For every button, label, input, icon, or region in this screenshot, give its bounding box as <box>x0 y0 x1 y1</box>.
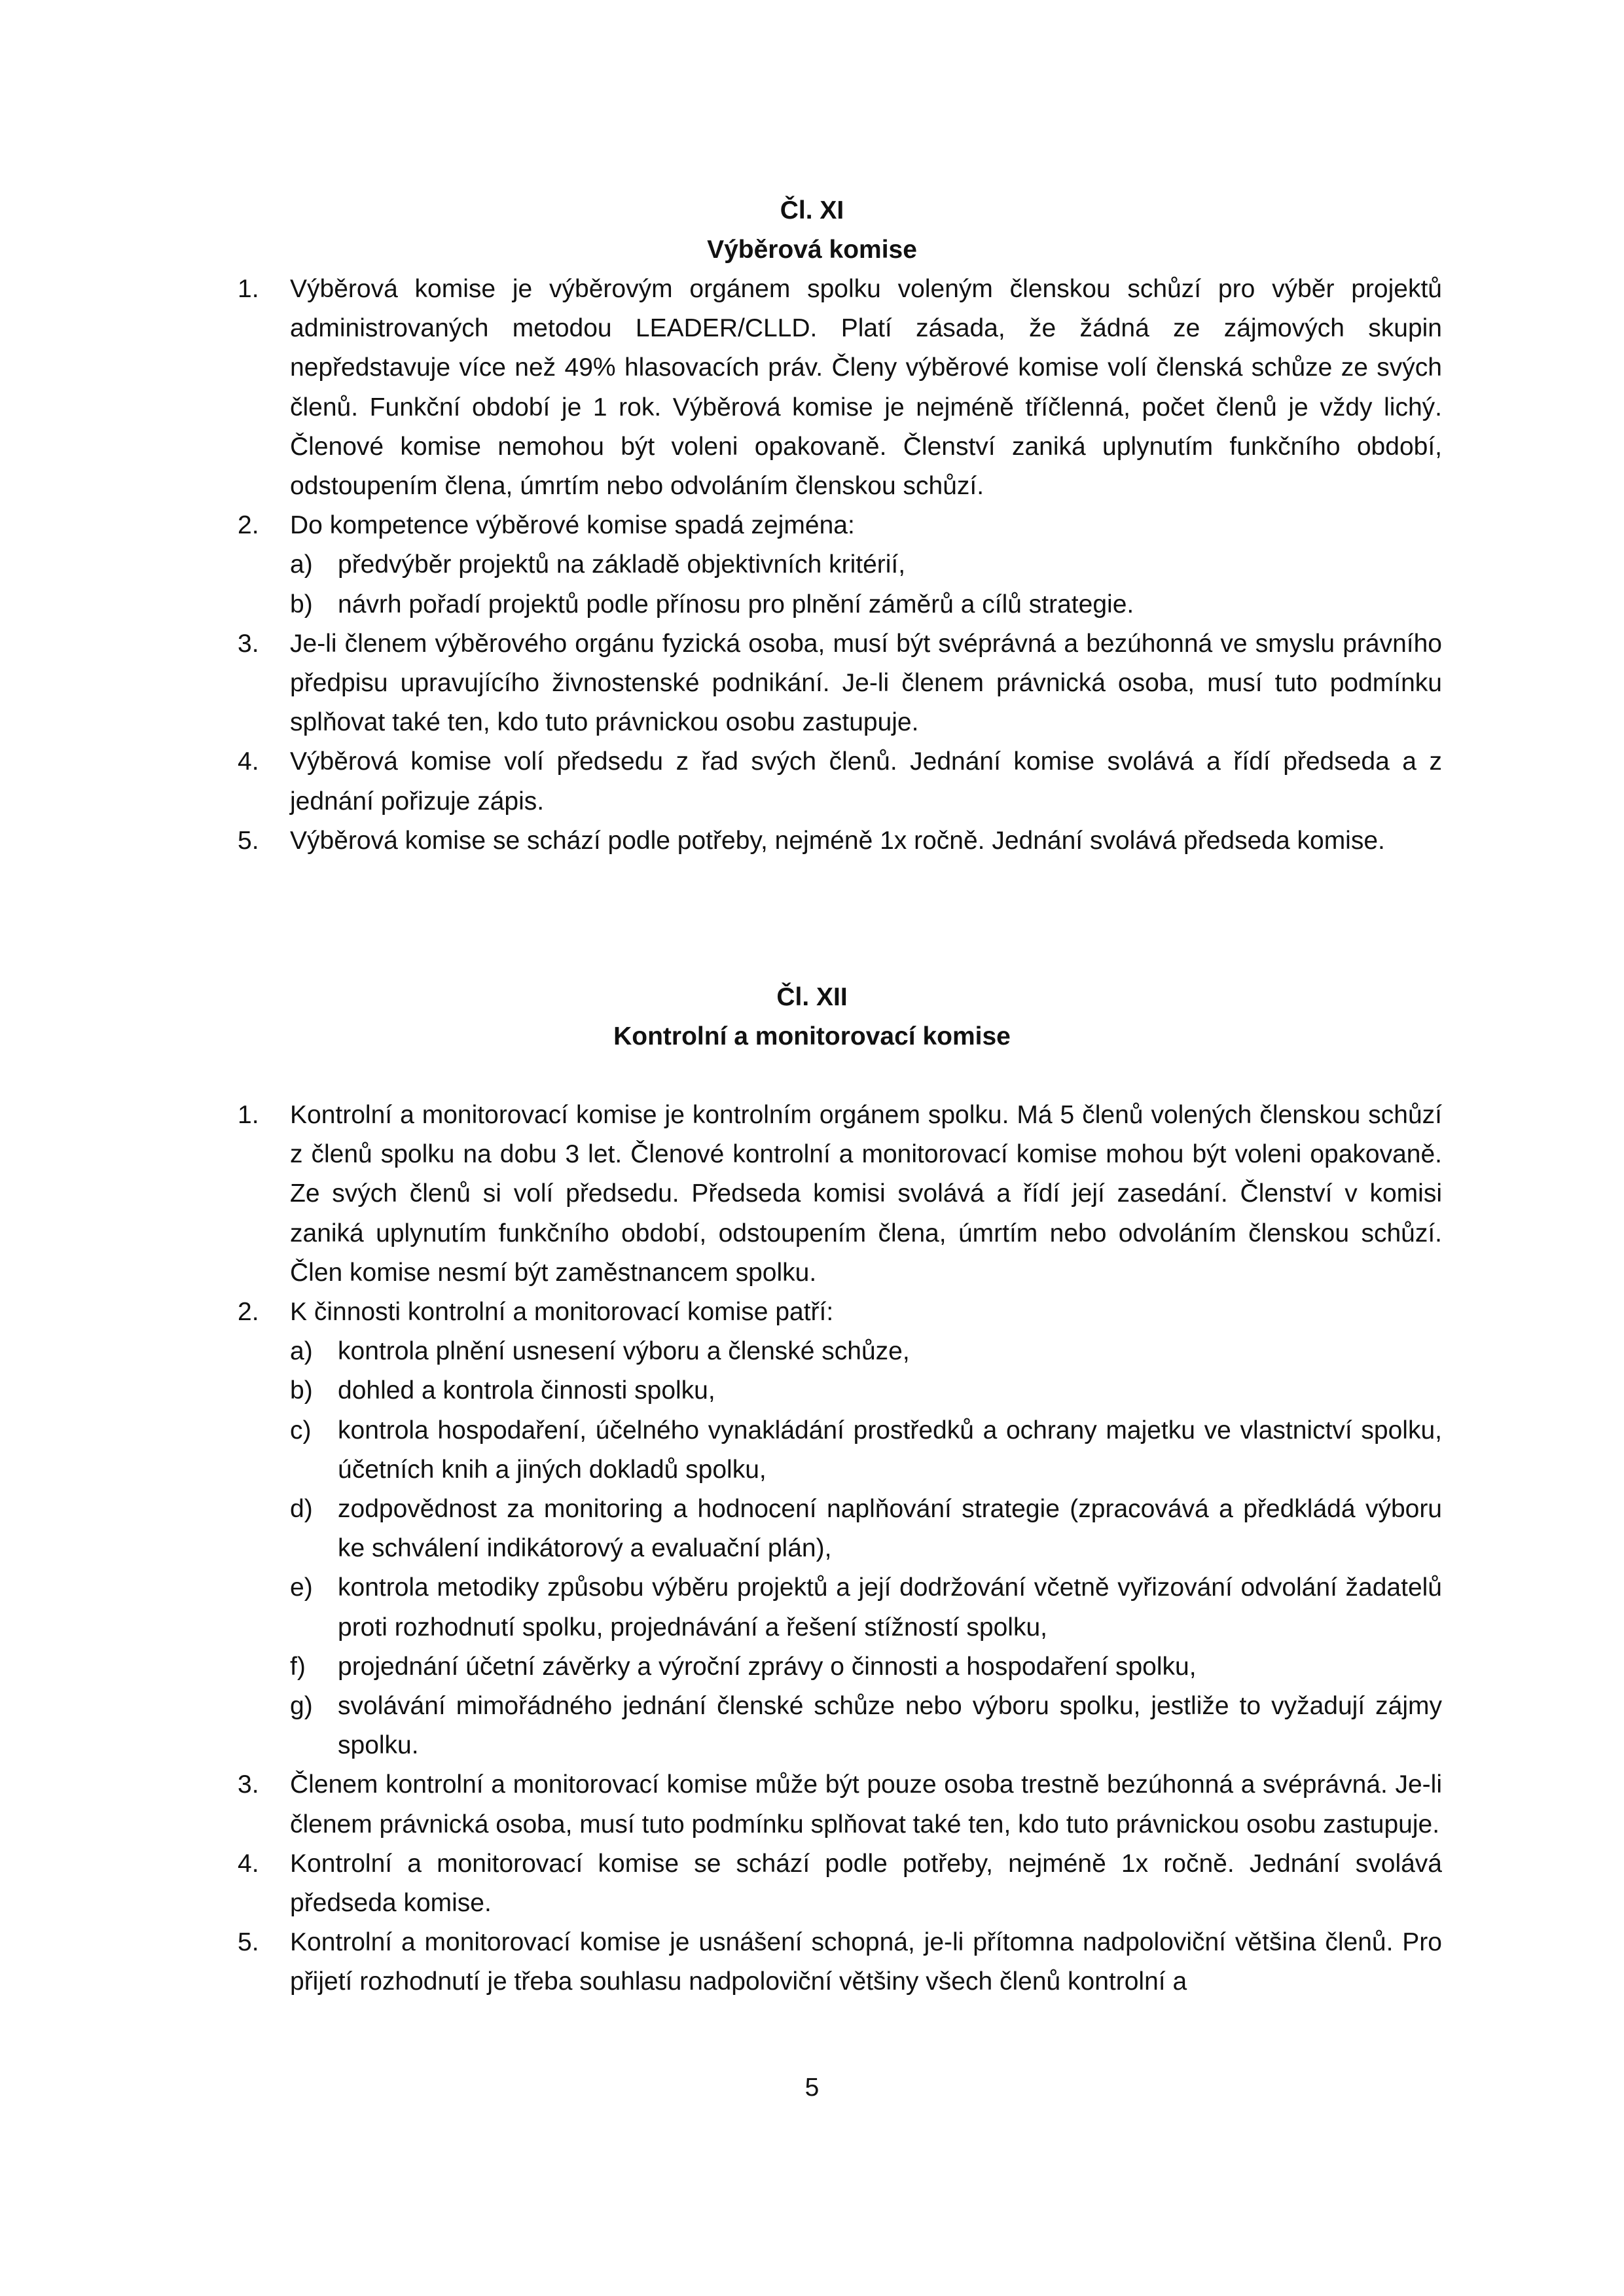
sub-item-text: předvýběr projektů na základě objektivních kritérií, <box>338 550 906 579</box>
item-text: Kontrolní a monitorovací komise je kontrolním orgánem spolku. Má 5 členů volených členskou schůzí z členů spolku na dobu 3 let. Členové kontrolní a monitorovací komise mohou být voleni opakovaně. Ze svých členů si volí předsedu. Předseda komisi svolává a řídí její zasedání. Členství v komisi zaniká uplynutím funkčního období, odstoupením člena, úmrtím nebo odvoláním členskou schůzí. Člen komise nesmí být zaměstnancem spolku. <box>290 1101 1442 1287</box>
page-number: 5 <box>804 2073 820 2102</box>
sub-item-letter: e) <box>290 1573 313 1602</box>
item-text: Výběrová komise se schází podle potřeby, nejméně 1x ročně. Jednání svolává předseda komise. <box>290 826 1385 855</box>
sub-item-text: zodpovědnost za monitoring a hodnocení naplňování strategie (zpracovává a předkládá výboru ke schválení indikátorový a evaluační plán), <box>338 1495 1442 1563</box>
item-number: 1. <box>238 275 259 303</box>
item-text: Kontrolní a monitorovací komise se schází podle potřeby, nejméně 1x ročně. Jednání svolává předseda komise. <box>290 1849 1442 1918</box>
sub-list-item <box>290 585 1442 624</box>
sub-list-item <box>290 545 1442 584</box>
sub-list <box>290 1332 1442 1765</box>
sub-item-text: kontrola plnění usnesení výboru a členské schůze, <box>338 1337 910 1366</box>
article-12-heading: Čl. XII <box>776 983 848 1011</box>
article-12-list <box>238 1096 1442 2002</box>
item-number: 4. <box>238 1849 259 1878</box>
item-text: Členem kontrolní a monitorovací komise může být pouze osoba trestně bezúhonná a svéprávná. Je-li členem právnická osoba, musí tuto podmínku splňovat také ten, kdo tuto právnickou osobu zastupuje. <box>290 1770 1442 1839</box>
item-number: 2. <box>238 1298 259 1327</box>
list-item <box>238 1844 1442 1923</box>
list-item <box>238 742 1442 821</box>
sub-item-text: svolávání mimořádného jednání členské schůze nebo výboru spolku, jestliže to vyžadují zájmy spolku. <box>338 1692 1442 1760</box>
sub-list-item <box>290 1490 1442 1568</box>
item-text: Výběrová komise volí předsedu z řad svých členů. Jednání komise svolává a řídí předseda a z jednání pořizuje zápis. <box>290 747 1442 816</box>
sub-item-text: kontrola metodiky způsobu výběru projektů a její dodržování včetně vyřizování odvolání žadatelů proti rozhodnutí spolku, projednávání a řešení stížností spolku, <box>338 1573 1442 1641</box>
item-number: 3. <box>238 629 259 658</box>
sub-list <box>290 545 1442 624</box>
item-number: 2. <box>238 511 259 540</box>
sub-item-letter: d) <box>290 1495 313 1524</box>
article-12-title: Kontrolní a monitorovací komise <box>613 1022 1011 1050</box>
item-text: K činnosti kontrolní a monitorovací komise patří: <box>290 1298 834 1327</box>
sub-item-text: návrh pořadí projektů podle přínosu pro plnění záměrů a cílů strategie. <box>338 590 1134 619</box>
article-11-heading: Čl. XI <box>780 196 844 224</box>
sub-item-letter: f) <box>290 1652 306 1681</box>
sub-list-item <box>290 1371 1442 1410</box>
list-item <box>238 506 1442 624</box>
item-number: 5. <box>238 1928 259 1957</box>
item-number: 3. <box>238 1770 259 1799</box>
list-item <box>238 821 1442 861</box>
sub-list-item <box>290 1647 1442 1687</box>
sub-item-text: projednání účetní závěrky a výroční zprávy o činnosti a hospodaření spolku, <box>338 1652 1197 1681</box>
sub-item-letter: b) <box>290 1376 313 1405</box>
article-11-list <box>238 270 1442 861</box>
item-text: Je-li členem výběrového orgánu fyzická osoba, musí být svéprávná a bezúhonná ve smyslu právního předpisu upravujícího živnostenské podnikání. Je-li členem právnická osoba, musí tuto podmínku splňovat také ten, kdo tuto právnickou osobu zastupuje. <box>290 629 1442 737</box>
sub-item-letter: a) <box>290 1337 313 1366</box>
item-text: Kontrolní a monitorovací komise je usnášení schopná, je-li přítomna nadpoloviční většina členů. Pro přijetí rozhodnutí je třeba souhlasu nadpoloviční většiny všech členů kontrolní a <box>290 1928 1442 1996</box>
list-item <box>238 1923 1442 2001</box>
item-text: Do kompetence výběrové komise spadá zejména: <box>290 511 855 540</box>
list-item <box>238 1293 1442 1765</box>
item-text: Výběrová komise je výběrovým orgánem spolku voleným členskou schůzí pro výběr projektů administrovaných metodou LEADER/CLLD. Platí zásada, že žádná ze zájmových skupin nepředstavuje více než 49% hlasovacích práv. Členy výběrové komise volí členská schůze ze svých členů. Funkční období je 1 rok. Výběrová komise je nejméně tříčlenná, počet členů je vždy lichý. Členové komise nemohou být voleni opakovaně. Členství zaniká uplynutím funkčního období, odstoupením člena, úmrtím nebo odvoláním členskou schůzí. <box>290 275 1442 501</box>
sub-item-letter: c) <box>290 1416 312 1444</box>
sub-item-letter: a) <box>290 550 313 579</box>
article-11-title: Výběrová komise <box>707 236 917 264</box>
list-item <box>238 270 1442 506</box>
list-item <box>238 1765 1442 1844</box>
sub-list-item <box>290 1687 1442 1765</box>
list-item <box>238 624 1442 743</box>
item-number: 1. <box>238 1101 259 1129</box>
list-item <box>238 1096 1442 1293</box>
sub-list-item <box>290 1332 1442 1371</box>
sub-item-letter: b) <box>290 590 313 619</box>
sub-item-text: kontrola hospodaření, účelného vynakládání prostředků a ochrany majetku ve vlastnictví spolku, účetních knih a jiných dokladů spolku, <box>338 1416 1442 1484</box>
sub-list-item <box>290 1568 1442 1647</box>
item-number: 4. <box>238 747 259 776</box>
sub-list-item <box>290 1411 1442 1490</box>
item-number: 5. <box>238 826 259 855</box>
sub-item-text: dohled a kontrola činnosti spolku, <box>338 1376 715 1405</box>
sub-item-letter: g) <box>290 1692 313 1721</box>
